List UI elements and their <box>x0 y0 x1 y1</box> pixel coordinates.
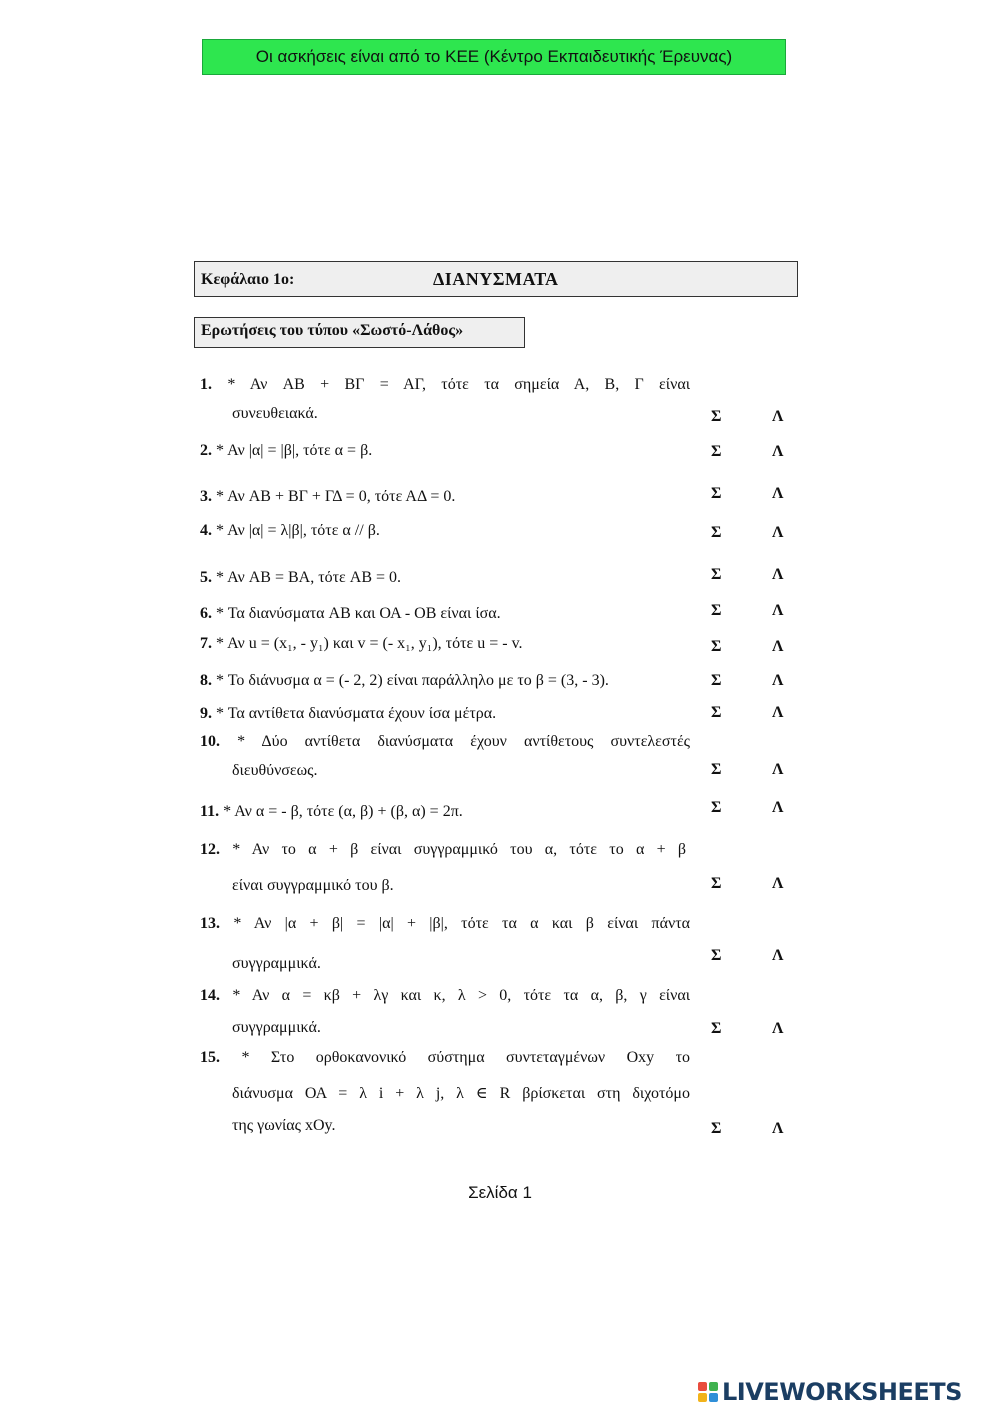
question-15-cont2: της γωνίας xOy. <box>232 1117 336 1134</box>
question-text: * Αν AB + ΒΓ = ΑΓ, τότε τα σημεία Α, Β, Γ είναι <box>227 376 691 393</box>
true-option-3[interactable]: Σ <box>711 485 722 502</box>
question-text: * Αν |α + β| = |α| + |β|, τότε τα α και β είναι πάντα <box>233 915 691 932</box>
question-text: * Αν |α| = |β|, τότε α = β. <box>216 442 373 459</box>
false-option-8[interactable]: Λ <box>772 672 784 689</box>
true-option-13[interactable]: Σ <box>711 947 722 964</box>
question-4: 4. * Αν |α| = λ|β|, τότε α // β. <box>200 522 380 539</box>
true-option-8[interactable]: Σ <box>711 672 722 689</box>
liveworksheets-logo-icon <box>698 1382 718 1402</box>
question-7: 7. * Αν u = (x₁, - y₁) και v = (- x₁, y₁), τότε u = - v. <box>200 635 523 652</box>
question-text: * Δύο αντίθετα διανύσματα έχουν αντίθετους συντελεστές <box>237 733 691 750</box>
page-number: Σελίδα 1 <box>468 1183 532 1202</box>
question-13: 13. * Αν |α + β| = |α| + |β|, τότε τα α και β είναι πάντα <box>200 915 691 932</box>
true-option-12[interactable]: Σ <box>711 875 722 892</box>
false-option-5[interactable]: Λ <box>772 566 784 583</box>
false-option-14[interactable]: Λ <box>772 1020 784 1037</box>
question-1-cont: συνευθειακά. <box>232 405 318 422</box>
question-text: * Τα αντίθετα διανύσματα έχουν ίσα μέτρα. <box>216 705 497 722</box>
chapter-title: ΔΙΑΝΥΣΜΑΤΑ <box>433 269 559 289</box>
question-15-cont: διάνυσμα ΟΑ = λ i + λ j, λ ∈ R βρίσκεται στη διχοτόμο <box>232 1085 690 1102</box>
true-option-1[interactable]: Σ <box>711 408 722 425</box>
watermark <box>698 1379 962 1405</box>
false-option-6[interactable]: Λ <box>772 602 784 619</box>
question-text: * Αν το α + β είναι συγγραμμικό του α, τότε το α + β <box>232 841 687 858</box>
question-12-cont: είναι συγγραμμικό του β. <box>232 877 394 894</box>
question-8: 8. * Το διάνυσμα α = (- 2, 2) είναι παράλληλο με το β = (3, - 3). <box>200 672 609 689</box>
chapter-label: Κεφάλαιο 1ο: <box>201 271 295 288</box>
true-option-6[interactable]: Σ <box>711 602 722 619</box>
question-text: * Αν |α| = λ|β|, τότε α // β. <box>216 522 380 539</box>
question-10: 10. * Δύο αντίθετα διανύσματα έχουν αντίθετους συντελεστές <box>200 733 691 750</box>
question-14: 14. * Αν α = κβ + λγ και κ, λ > 0, τότε τα α, β, γ είναι <box>200 987 691 1004</box>
question-6: 6. * Τα διανύσματα AB και ΟΑ - ΟΒ είναι ίσα. <box>200 605 501 622</box>
true-option-5[interactable]: Σ <box>711 566 722 583</box>
true-option-9[interactable]: Σ <box>711 704 722 721</box>
true-option-11[interactable]: Σ <box>711 799 722 816</box>
false-option-13[interactable]: Λ <box>772 947 784 964</box>
false-option-15[interactable]: Λ <box>772 1120 784 1137</box>
false-option-1[interactable]: Λ <box>772 408 784 425</box>
false-option-2[interactable]: Λ <box>772 443 784 460</box>
true-option-10[interactable]: Σ <box>711 761 722 778</box>
question-text: * Αν AB = ΒΑ, τότε AB = 0. <box>216 569 402 586</box>
question-3: 3. * Αν AB + ΒΓ + ΓΔ = 0, τότε ΑΔ = 0. <box>200 488 456 505</box>
true-option-4[interactable]: Σ <box>711 524 722 541</box>
question-text: * Στο ορθοκανονικό σύστημα συντεταγμένων Oxy το <box>241 1049 691 1066</box>
question-13-cont: συγγραμμικά. <box>232 955 321 972</box>
question-5: 5. * Αν AB = ΒΑ, τότε AB = 0. <box>200 569 402 586</box>
question-12: 12. * Αν το α + β είναι συγγραμμικό του α, τότε το α + β <box>200 841 687 858</box>
false-option-3[interactable]: Λ <box>772 485 784 502</box>
section-title: Ερωτήσεις του τύπου «Σωστό-Λάθος» <box>194 317 525 348</box>
question-15: 15. * Στο ορθοκανονικό σύστημα συντεταγμένων Oxy το <box>200 1049 691 1066</box>
question-2: 2. * Αν |α| = |β|, τότε α = β. <box>200 442 373 459</box>
question-9: 9. * Τα αντίθετα διανύσματα έχουν ίσα μέτρα. <box>200 705 497 722</box>
false-option-12[interactable]: Λ <box>772 875 784 892</box>
true-option-2[interactable]: Σ <box>711 443 722 460</box>
false-option-4[interactable]: Λ <box>772 524 784 541</box>
question-text: * Το διάνυσμα α = (- 2, 2) είναι παράλληλο με το β = (3, - 3). <box>216 672 609 689</box>
question-text: * Αν α = - β, τότε (α, β) + (β, α) = 2π. <box>223 803 463 820</box>
question-11: 11. * Αν α = - β, τότε (α, β) + (β, α) = 2π. <box>200 803 463 820</box>
watermark-text: LIVEWORKSHEETS <box>722 1378 962 1406</box>
false-option-10[interactable]: Λ <box>772 761 784 778</box>
question-text: * Αν u = (x₁, - y₁) και v = (- x₁, y₁), τότε u = - v. <box>216 635 523 652</box>
source-banner: Οι ασκήσεις είναι από το ΚΕΕ (Κέντρο Εκπαιδευτικής Έρευνας) <box>202 39 786 75</box>
false-option-11[interactable]: Λ <box>772 799 784 816</box>
true-option-15[interactable]: Σ <box>711 1120 722 1137</box>
false-option-9[interactable]: Λ <box>772 704 784 721</box>
false-option-7[interactable]: Λ <box>772 638 784 655</box>
question-1: 1. * Αν AB + ΒΓ = ΑΓ, τότε τα σημεία Α, Β, Γ είναι <box>200 376 691 393</box>
question-10-cont: διευθύνσεως. <box>232 762 318 779</box>
question-text: * Αν α = κβ + λγ και κ, λ > 0, τότε τα α, β, γ είναι <box>232 987 691 1004</box>
true-option-7[interactable]: Σ <box>711 638 722 655</box>
question-text: * Αν AB + ΒΓ + ΓΔ = 0, τότε ΑΔ = 0. <box>216 488 456 505</box>
question-14-cont: συγγραμμικά. <box>232 1019 321 1036</box>
chapter-header <box>194 261 798 297</box>
true-option-14[interactable]: Σ <box>711 1020 722 1037</box>
question-text: * Τα διανύσματα AB και ΟΑ - ΟΒ είναι ίσα. <box>216 605 501 622</box>
